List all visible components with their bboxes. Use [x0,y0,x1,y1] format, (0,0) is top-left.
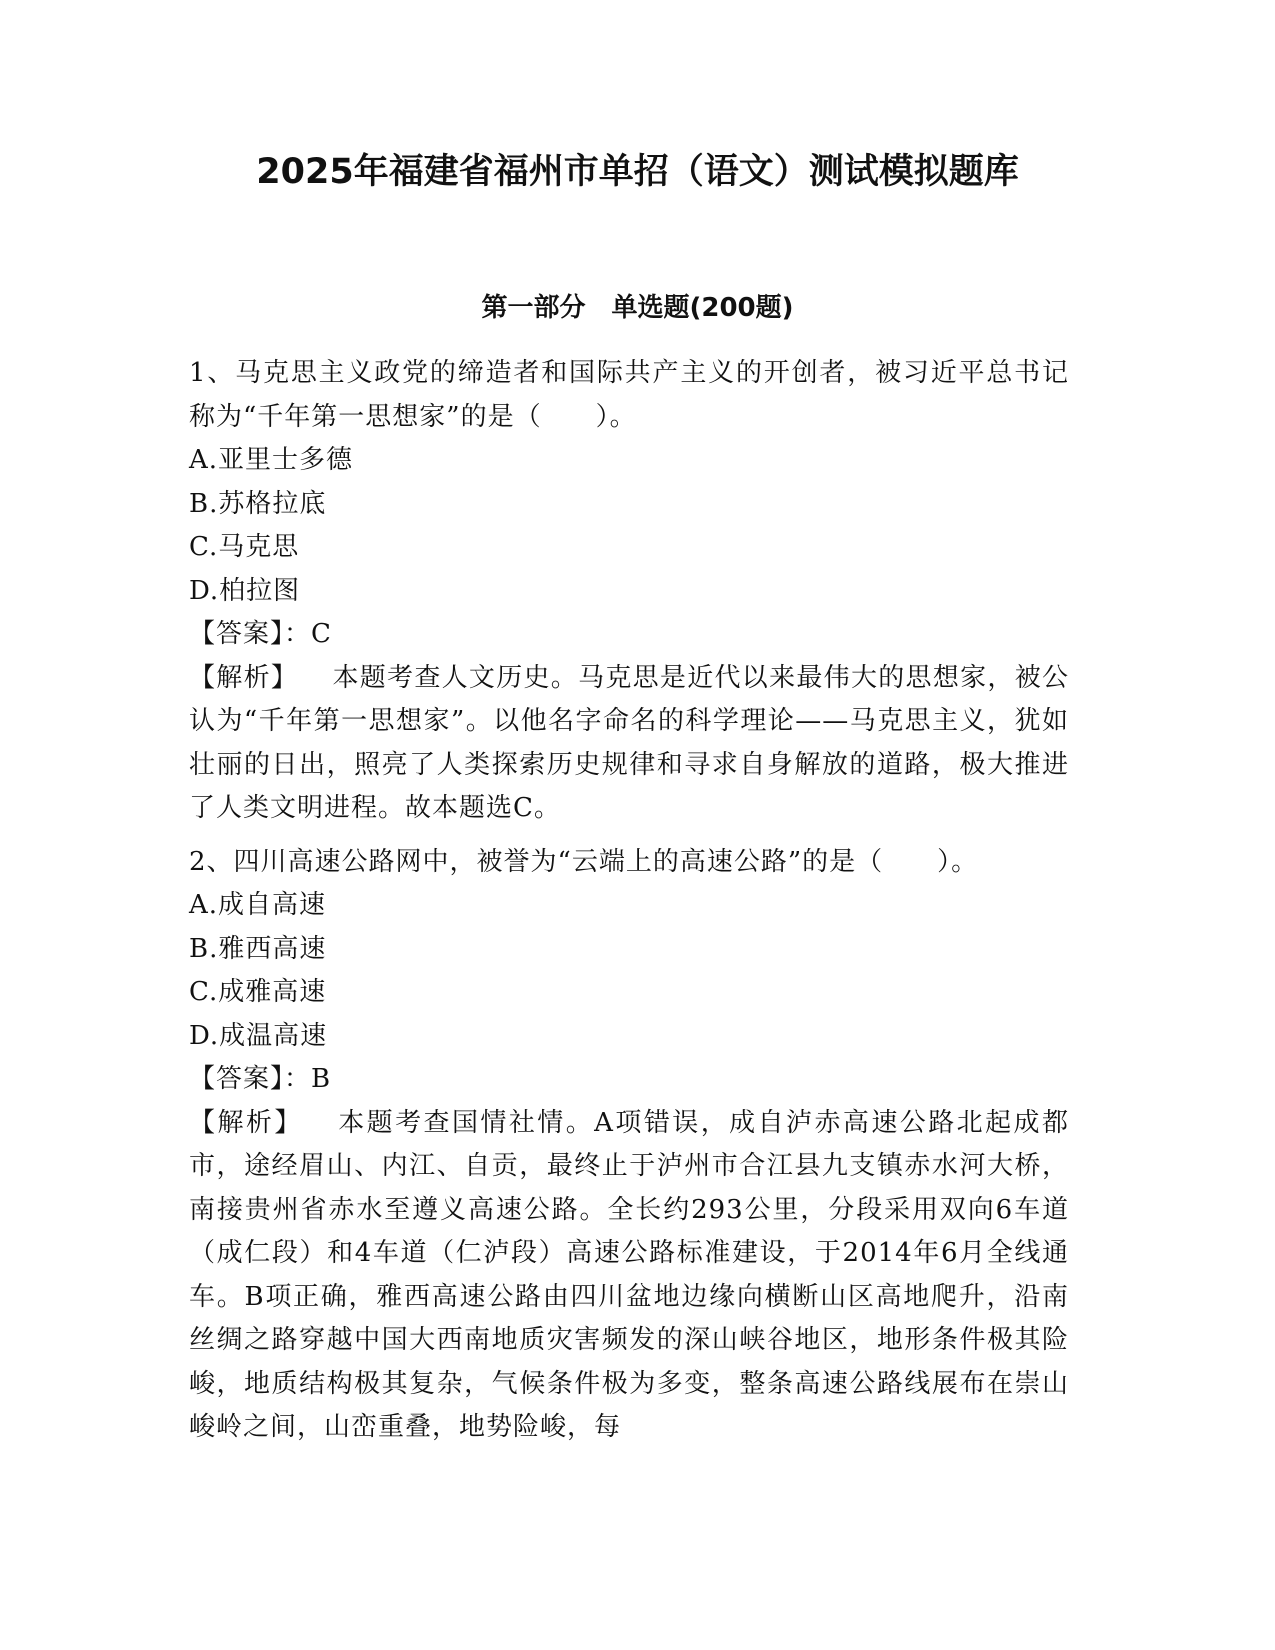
answer-value: C [311,619,332,649]
analysis-paragraph [189,657,1069,831]
answer-line [189,613,1069,657]
answer-label: 【答案】： [189,1064,312,1094]
analysis-paragraph [189,1102,1069,1450]
question-list [189,352,1069,1460]
option-b: B.雅西高速 [189,933,327,964]
option-a: A.成自高速 [189,890,327,920]
option-d: D.成温高速 [189,1020,328,1051]
answer-line [189,1058,1069,1102]
answer-label: 【答案】： [189,619,312,649]
answer-value: B [311,1064,332,1094]
question-stem: 1、马克思主义政党的缔造者和国际共产主义的开创者，被习近平总书记称为“千年第一思想家”的是（ ）。 [189,358,1069,432]
analysis-label: 【解析】 [189,662,299,693]
section-title: 第一部分 单选题(200题) [481,293,794,323]
question-1 [189,352,1069,831]
analysis-label: 【解析】 [189,1107,303,1138]
option-d: D.柏拉图 [189,575,301,606]
analysis-text: 本题考查国情社情。A项错误，成自泸赤高速公路北起成都市，途经眉山、内江、自贡，最终止于泸州市合江县九支镇赤水河大桥，南接贵州省赤水至遵义高速公路。全长约293公里，分段采用双向6车道（成仁段）和4车道（仁泸段）高速公路标准建设，于2014年6月全线通车。B项正确，雅西高速公路由四川盆地边缘向横断山区高地爬升，沿南丝绸之路穿越中国大西南地质灾害频发的深山峡谷地区，地形条件极其险峻，地质结构极其复杂，气候条件极为多变，整条高速公路线展布在崇山峻岭之间，山峦重叠，地势险峻，每 [189,1107,1069,1442]
analysis-text: 本题考查人文历史。马克思是近代以来最伟大的思想家，被公认为“千年第一思想家”。以他名字命名的科学理论——马克思主义，犹如壮丽的日出，照亮了人类探索历史规律和寻求自身解放的道路，极大推进了人类文明进程。故本题选C。 [189,662,1069,823]
option-a: A.亚里士多德 [189,445,354,475]
document-title: 2025年福建省福州市单招（语文）测试模拟题库 [256,152,1019,192]
option-c: C.马克思 [189,532,300,562]
option-c: C.成雅高速 [189,977,327,1007]
question-2 [189,841,1069,1450]
question-stem: 2、四川高速公路网中，被誉为“云端上的高速公路”的是（ ）。 [189,846,979,877]
option-b: B.苏格拉底 [189,488,327,519]
